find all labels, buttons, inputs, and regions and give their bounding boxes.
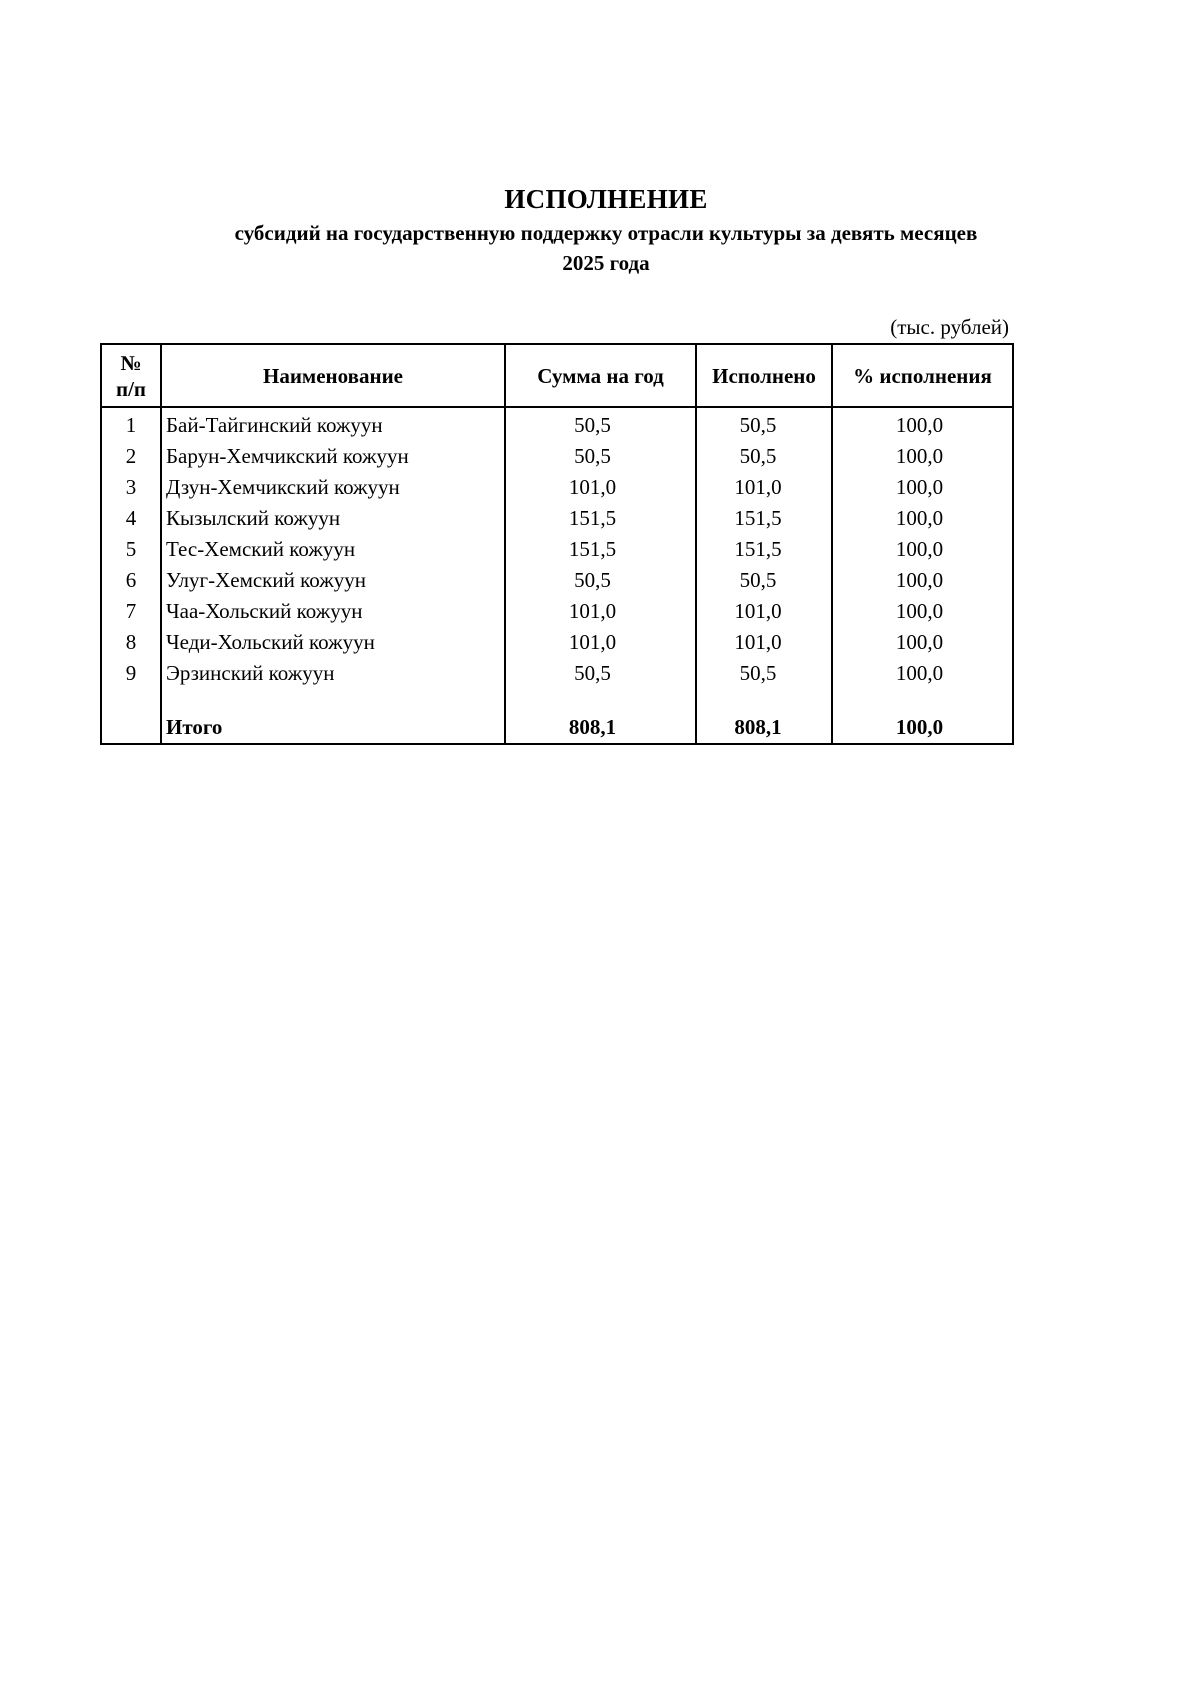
table-row [101, 565, 1013, 596]
table-header-row [101, 344, 1013, 407]
header-num-abbr: п/п [115, 376, 147, 401]
table-row [101, 658, 1013, 689]
row-name: Барун-Хемчикский кожуун [161, 441, 505, 472]
total-num-cell [101, 711, 161, 744]
row-pct: 100,0 [832, 441, 1013, 472]
row-sum: 151,5 [505, 534, 696, 565]
row-pct: 100,0 [832, 503, 1013, 534]
row-num: 7 [101, 596, 161, 627]
row-done: 151,5 [696, 534, 832, 565]
row-name: Тес-Хемский кожуун [161, 534, 505, 565]
row-sum: 50,5 [505, 658, 696, 689]
row-done: 50,5 [696, 565, 832, 596]
row-name: Дзун-Хемчикский кожуун [161, 472, 505, 503]
row-name: Чаа-Хольский кожуун [161, 596, 505, 627]
execution-table [100, 343, 1014, 745]
document-subtitle-line1: субсидий на государственную поддержку отрасли культуры за девять месяцев [234, 221, 978, 245]
row-done: 101,0 [696, 627, 832, 658]
row-pct: 100,0 [832, 534, 1013, 565]
row-pct: 100,0 [832, 407, 1013, 441]
row-num: 9 [101, 658, 161, 689]
document-heading [100, 182, 1112, 278]
table-row [101, 441, 1013, 472]
row-name: Кызылский кожуун [161, 503, 505, 534]
row-sum: 101,0 [505, 627, 696, 658]
row-num: 8 [101, 627, 161, 658]
total-sum: 808,1 [505, 711, 696, 744]
row-sum: 101,0 [505, 472, 696, 503]
row-pct: 100,0 [832, 658, 1013, 689]
header-name: Наименование [161, 344, 505, 407]
header-num [101, 344, 161, 407]
table-row [101, 472, 1013, 503]
header-sum: Сумма на год [505, 344, 696, 407]
row-sum: 50,5 [505, 565, 696, 596]
document-title: ИСПОЛНЕНИЕ [504, 184, 708, 214]
table-row [101, 534, 1013, 565]
row-done: 101,0 [696, 596, 832, 627]
header-pct: % исполнения [832, 344, 1013, 407]
row-num: 1 [101, 407, 161, 441]
units-note: (тыс. рублей) [890, 315, 1009, 339]
total-pct: 100,0 [832, 711, 1013, 744]
row-done: 50,5 [696, 441, 832, 472]
table-spacer-row [101, 689, 1013, 711]
row-num: 3 [101, 472, 161, 503]
row-num: 2 [101, 441, 161, 472]
row-pct: 100,0 [832, 565, 1013, 596]
row-name: Чеди-Хольский кожуун [161, 627, 505, 658]
table-row [101, 503, 1013, 534]
header-done: Исполнено [696, 344, 832, 407]
total-label: Итого [161, 711, 505, 744]
row-num: 6 [101, 565, 161, 596]
row-sum: 50,5 [505, 407, 696, 441]
row-done: 151,5 [696, 503, 832, 534]
row-done: 50,5 [696, 407, 832, 441]
row-done: 101,0 [696, 472, 832, 503]
row-name: Бай-Тайгинский кожуун [161, 407, 505, 441]
table-row [101, 596, 1013, 627]
table-row [101, 627, 1013, 658]
row-sum: 50,5 [505, 441, 696, 472]
row-pct: 100,0 [832, 596, 1013, 627]
table-total-row [101, 711, 1013, 744]
row-num: 5 [101, 534, 161, 565]
row-name: Улуг-Хемский кожуун [161, 565, 505, 596]
row-sum: 151,5 [505, 503, 696, 534]
row-sum: 101,0 [505, 596, 696, 627]
row-name: Эрзинский кожуун [161, 658, 505, 689]
row-pct: 100,0 [832, 627, 1013, 658]
total-done: 808,1 [696, 711, 832, 744]
header-num-symbol: № [120, 350, 142, 375]
document-subtitle-line2: 2025 года [562, 251, 650, 275]
row-num: 4 [101, 503, 161, 534]
row-done: 50,5 [696, 658, 832, 689]
row-pct: 100,0 [832, 472, 1013, 503]
table-row [101, 407, 1013, 441]
